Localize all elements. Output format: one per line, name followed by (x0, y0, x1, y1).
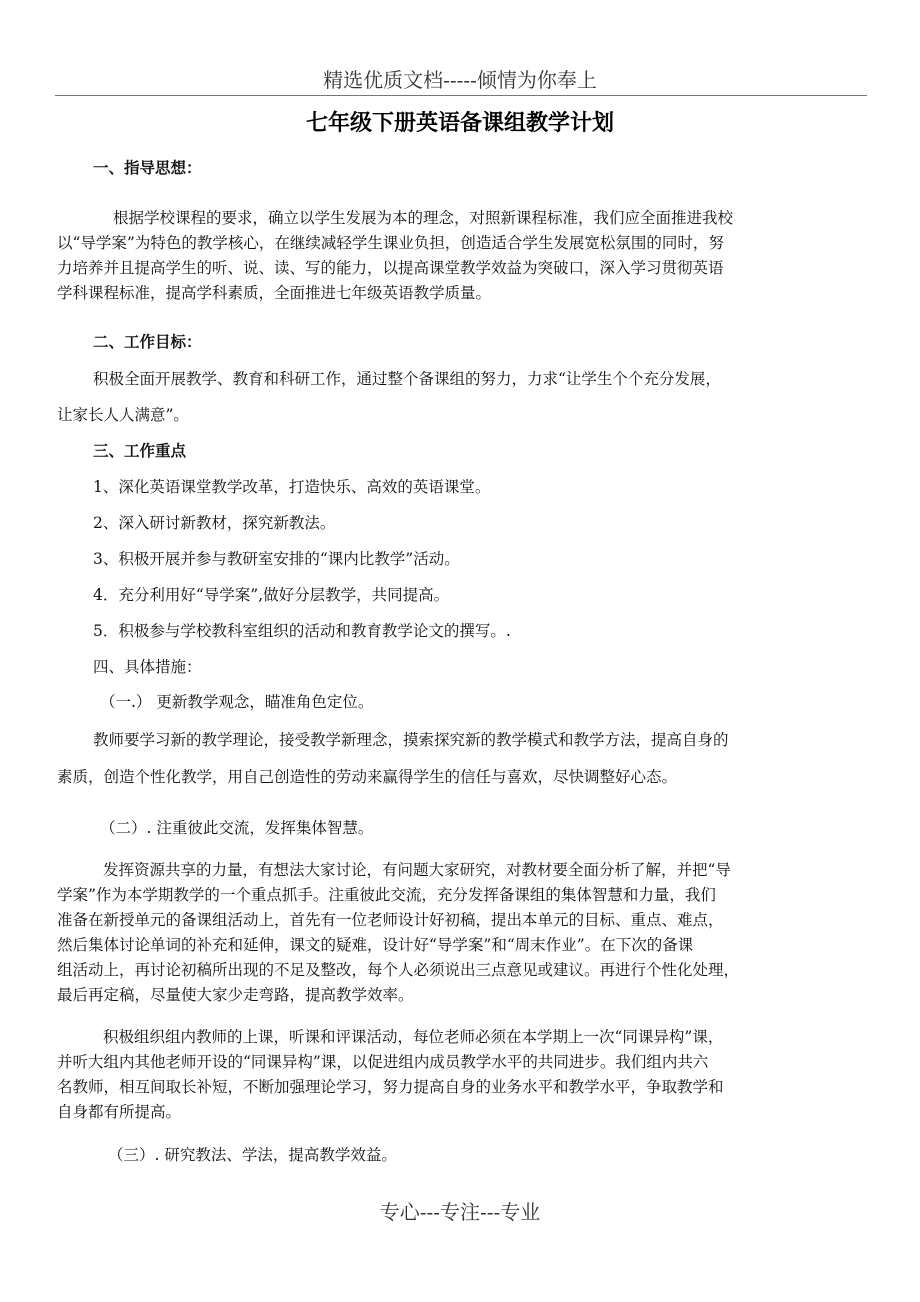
section-heading: 三、工作重点 (93, 441, 187, 460)
paragraph-line: 学科课程标准，提高学科素质，全面推进七年级英语教学质量。 (57, 284, 492, 302)
paragraph-line: 积极组织组内教师的上课，听课和评课活动，每位老师必须在本学期上一次“同课异构”课， (103, 1028, 724, 1046)
paragraph-line: 让家长人人满意”。 (57, 406, 189, 424)
footer-text: 专心---专注---专业 (379, 1200, 541, 1224)
section-heading: 一、指导思想： (93, 158, 202, 177)
list-item: 3、积极开展并参与教研室安排的“课内比教学”活动。 (93, 550, 460, 568)
subsection-heading: （三）. 研究教法、学法，提高教学效益。 (108, 1146, 397, 1164)
paragraph-line: 教师要学习新的教学理论，接受教学新理念，摸索探究新的教学模式和教学方法，提高自身的 (93, 731, 729, 749)
paragraph-line: 自身都有所提高。 (57, 1103, 182, 1121)
list-item: 2、深入研讨新教材，探究新教法。 (93, 514, 336, 532)
subsection-heading: （二）. 注重彼此交流，发挥集体智慧。 (100, 819, 374, 837)
paragraph-line: 力培养并且提高学生的听、说、读、写的能力，以提高课堂教学效益为突破口，深入学习贯彻英语 (57, 259, 724, 277)
list-item: 1、深化英语课堂教学改革，打造快乐、高效的英语课堂。 (93, 478, 491, 496)
list-item: 4．充分利用好“导学案”,做好分层教学，共同提高。 (93, 586, 450, 604)
paragraph-line: 素质，创造个性化教学，用自己创造性的劳动来赢得学生的信任与喜欢，尽快调整好心态。 (57, 768, 678, 786)
document-title: 七年级下册英语备课组教学计划 (305, 110, 614, 136)
section-heading: 二、工作目标： (93, 332, 202, 351)
paragraph-line: 组活动上，再讨论初稿所出现的不足及整改，每个人必须说出三点意见或建议。再进行个性化处理， (57, 961, 740, 979)
paragraph-line: 根据学校课程的要求，确立以学生发展为本的理念，对照新课程标准，我们应全面推进我校 (113, 209, 734, 227)
paragraph-line: 学案”作为本学期教学的一个重点抓手。注重彼此交流，充分发挥备课组的集体智慧和力量，我们 (57, 886, 716, 904)
paragraph-line: 最后再定稿，尽量使大家少走弯路，提高教学效率。 (57, 986, 414, 1004)
paragraph-line: 积极全面开展教学、教育和科研工作，通过整个备课组的努力，力求“让学生个个充分发展， (93, 370, 721, 388)
paragraph-line: 发挥资源共享的力量，有想法大家讨论，有问题大家研究，对教材要全面分析了解，并把“导 (103, 861, 731, 879)
paragraph-line: 名教师，相互间取长补短，不断加强理论学习，努力提高自身的业务水平和教学水平，争取教学和 (57, 1078, 724, 1096)
section-heading: 四、具体措施： (93, 658, 202, 676)
header-divider (55, 95, 867, 96)
list-item: 5．积极参与学校教科室组织的活动和教育教学论文的撰写。. (93, 622, 511, 640)
subsection-heading: （一.） 更新教学观念，瞄准角色定位。 (100, 693, 374, 711)
paragraph-line: 准备在新授单元的备课组活动上，首先有一位老师设计好初稿，提出本单元的目标、重点、难点， (57, 911, 724, 929)
paragraph-line: 以“导学案”为特色的教学核心，在继续减轻学生课业负担，创造适合学生发展宽松氛围的同时，努 (57, 234, 724, 252)
paragraph-line: 并听大组内其他老师开设的“同课异构”课，以促进组内成员教学水平的共同进步。我们组内共六 (57, 1053, 709, 1071)
header-text: 精选优质文档-----倾情为你奉上 (323, 68, 597, 92)
paragraph-line: 然后集体讨论单词的补充和延伸，课文的疑难，设计好“导学案”和“周末作业”。在下次的备课 (57, 936, 694, 954)
